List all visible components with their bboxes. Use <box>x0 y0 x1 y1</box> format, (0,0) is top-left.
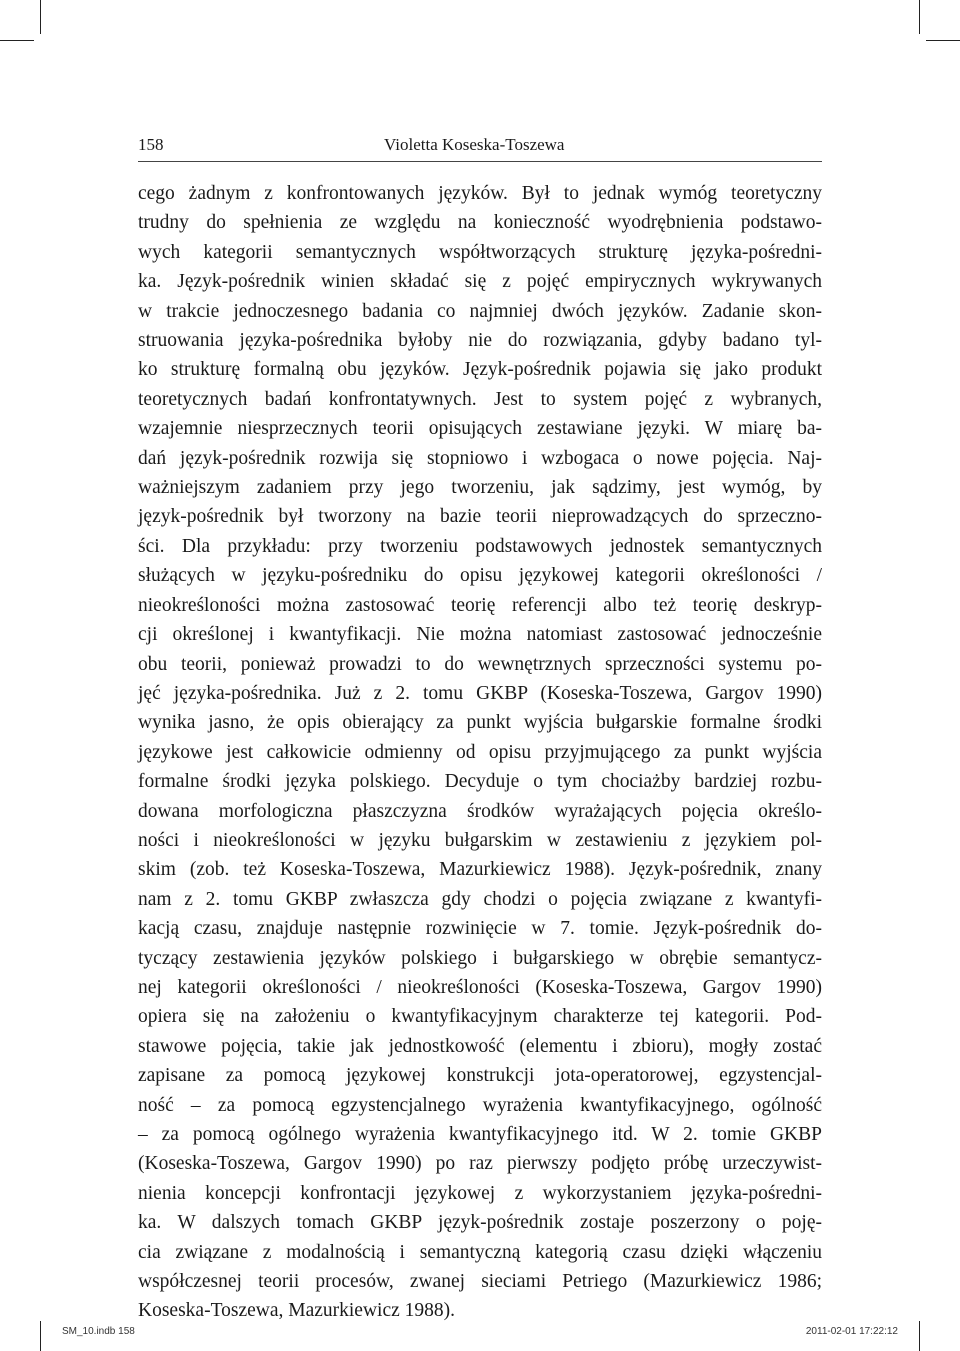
text-line: nieokreśloności można zastosować teorię referencji albo też teorię deskryp- <box>138 594 822 616</box>
text-line: nej kategorii określoności / nieokreśloności (Koseska-Toszewa, Gargov 1990) <box>138 976 822 998</box>
text-line: wych kategorii semantycznych współtworzących strukturę języka-pośredni- <box>138 241 822 263</box>
text-line: – za pomocą ogólnego wyrażenia kwantyfikacyjnego itd. W 2. tomie GKBP <box>138 1124 822 1145</box>
text-line: cia związane z modalnością i semantyczną kategorią czasu dzięki włączeniu <box>138 1241 822 1263</box>
text-line: ka. W dalszych tomach GKBP język-pośrednik zostaje poszerzony o poję- <box>138 1212 822 1234</box>
text-line: nam z 2. tomu GKBP zwłaszcza gdy chodzi o pojęcia związane z kwantyfi- <box>138 888 822 910</box>
text-line: językowe jest całkowicie odmienny od opisu przyjmującego za punkt wyjścia <box>138 741 822 763</box>
crop-mark <box>926 40 960 41</box>
text-line: współczesnej teorii procesów, zwanej sieciami Petriego (Mazurkiewicz 1986; <box>138 1271 822 1293</box>
text-line: dowana morfologiczna płaszczyzna środków wyrażających pojęcia określo- <box>138 800 822 822</box>
text-line: ka. Język-pośrednik winien składać się z pojęć empirycznych wykrywanych <box>138 271 822 293</box>
imprint-file: SM_10.indb 158 <box>62 1326 135 1337</box>
imprint-timestamp: 2011-02-01 17:22:12 <box>805 1326 898 1337</box>
crop-mark <box>40 1321 41 1351</box>
text-line: wzajemnie niesprzecznych teorii opisujących zestawiane języki. W miarę ba- <box>138 418 822 440</box>
text-line: opiera się na założeniu o kwantyfikacyjnym charakterze tej kategorii. Pod- <box>138 1006 822 1028</box>
text-line: obu teorii, ponieważ prowadzi to do wewnętrznych sprzeczności systemu po- <box>138 653 822 675</box>
text-line: cego żadnym z konfrontowanych języków. Był to jednak wymóg teoretyczny <box>138 183 822 204</box>
text-line: skim (zob. też Koseska-Toszewa, Mazurkiewicz 1988). Język-pośrednik, znany <box>138 859 822 881</box>
text-line: zapisane za pomocą językowej konstrukcji jota-operatorowej, egzystencjal- <box>138 1065 822 1087</box>
crop-mark <box>40 0 41 34</box>
text-line: ważniejszym zadaniem przy jego tworzeniu, jak sądzimy, jest wymóg, by <box>138 477 822 499</box>
text-line: stawowe pojęcia, takie jak jednostkowość (elementu i zbioru), mogły zostać <box>138 1035 822 1057</box>
text-line: wynika jasno, że opis obierający za punkt wyjścia bułgarskie formalne środki <box>138 712 822 734</box>
text-line: jęć języka-pośrednika. Już z 2. tomu GKBP (Koseska-Toszewa, Gargov 1990) <box>138 682 822 704</box>
crop-mark <box>919 1321 920 1351</box>
text-line: w trakcie jednoczesnego badania co najmniej dwóch języków. Zadanie skon- <box>138 300 822 322</box>
text-line: kacją czasu, znajduje następnie rozwinięcie w 7. tomie. Język-pośrednik do- <box>138 918 822 940</box>
text-line: struowania języka-pośrednika byłoby nie do rozwiązania, gdyby badano tyl- <box>138 330 822 352</box>
body-paragraph <box>138 179 822 1326</box>
crop-mark <box>0 40 34 41</box>
page-number: 158 <box>138 135 164 154</box>
text-line: trudny do spełnienia ze względu na konieczność wyodrębnienia podstawo- <box>138 212 822 234</box>
text-line: (Koseska-Toszewa, Gargov 1990) po raz pierwszy podjęto próbę urzeczywist- <box>138 1153 822 1175</box>
text-line: służących w języku-pośredniku do opisu językowej kategorii określoności / <box>138 565 822 587</box>
text-line: ści. Dla przykładu: przy tworzeniu podstawowych jednostek semantycznych <box>138 535 822 557</box>
text-line: Koseska-Toszewa, Mazurkiewicz 1988). <box>138 1300 456 1322</box>
text-line: formalne środki języka polskiego. Decyduje o tym chociażby bardziej rozbu- <box>138 771 822 793</box>
running-head-author: Violetta Koseska-Toszewa <box>384 135 565 154</box>
text-line: ko strukturę formalną obu języków. Język-pośrednik pojawia się jako produkt <box>138 359 822 381</box>
text-line: cji określonej i kwantyfikacji. Nie można natomiast zastosować jednocześnie <box>138 624 822 646</box>
running-head <box>138 135 822 159</box>
header-rule <box>138 161 822 162</box>
text-line: ność – za pomocą egzystencjalnego wyrażenia kwantyfikacyjnego, ogólność <box>138 1094 822 1116</box>
text-line: język-pośrednik był tworzony na bazie teorii nieprowadzących do sprzeczno- <box>138 506 822 528</box>
text-line: tyczący zestawienia języków polskiego i bułgarskiego w obrębie semantycz- <box>138 947 822 969</box>
text-line: teoretycznych badań konfrontatywnych. Jest to system pojęć z wybranych, <box>138 388 822 410</box>
text-line: nienia koncepcji konfrontacji językowej z wykorzystaniem języka-pośredni- <box>138 1182 822 1204</box>
crop-mark <box>919 0 920 34</box>
text-line: ności i nieokreśloności w języku bułgarskim w zestawieniu z językiem pol- <box>138 829 822 851</box>
text-line: dań język-pośrednik rozwija się stopniowo i wzbogaca o nowe pojęcia. Naj- <box>138 447 822 469</box>
